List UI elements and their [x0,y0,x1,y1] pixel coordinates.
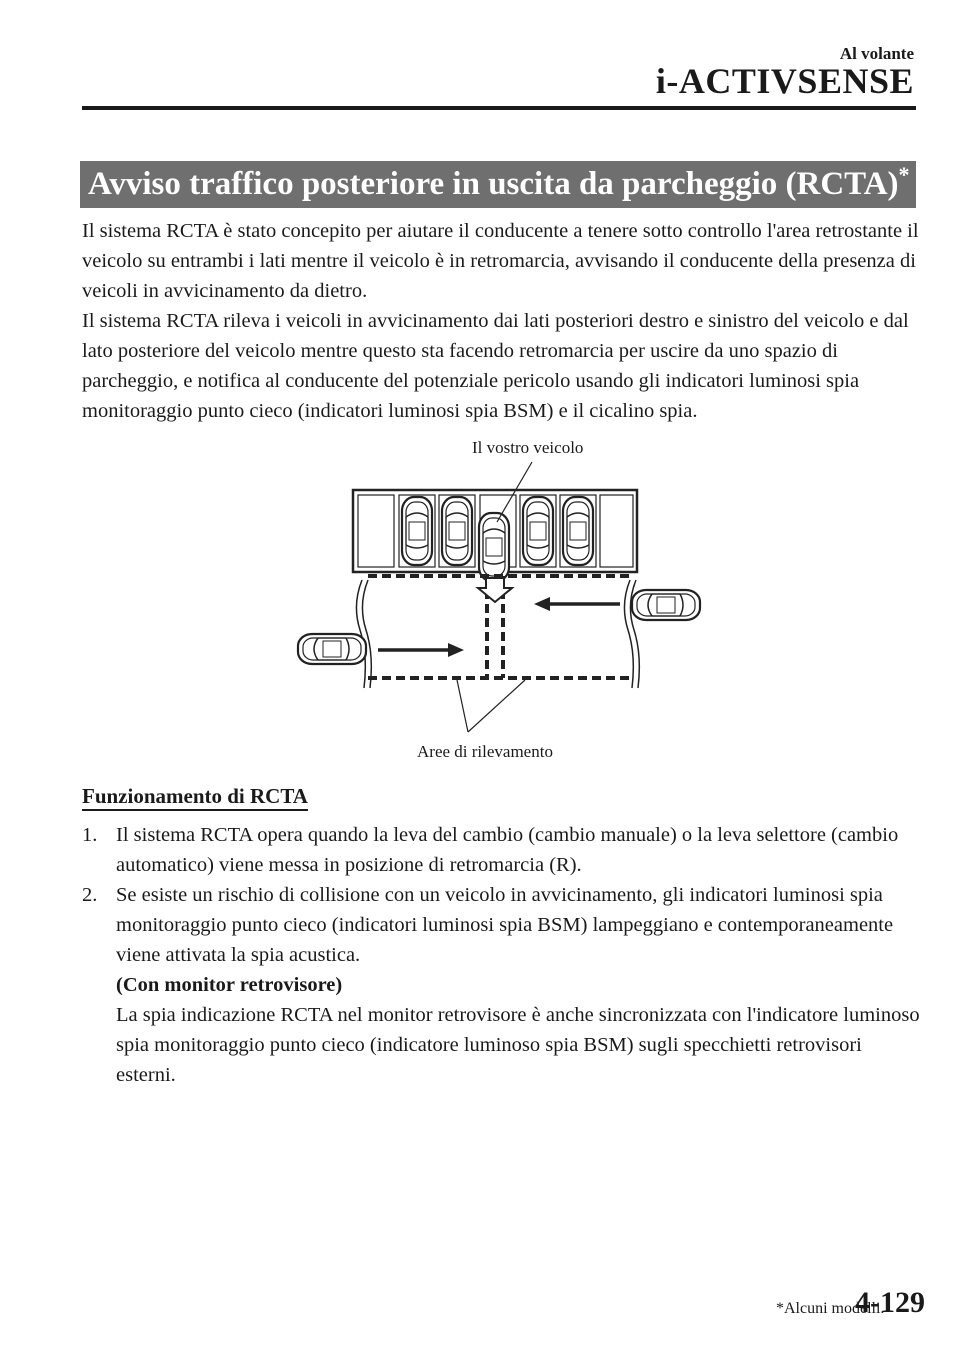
list-item [82,820,922,880]
step-text: Se esiste un rischio di collisione con un veicolo in avvicinamento, gli indicatori luminosi spia monitoraggio punto cieco (indicatori luminosi spia BSM) lampeggiano e contemporaneamente viene attivata la spia acustica. [116,884,894,966]
footnote: *Alcuni modelli. [776,1300,885,1317]
your-vehicle-label: Il vostro veicolo [472,438,584,457]
running-header-section: Al volante [839,44,914,63]
step-number: 1. [82,824,98,846]
parked-car [523,497,553,565]
section-title-bar [80,161,916,208]
approach-arrow-left [378,643,464,657]
header-divider [82,106,916,110]
intro-paragraph-2: Il sistema RCTA rileva i veicoli in avvicinamento dai lati posteriori destro e sinistro del veicolo e dal lato posteriore del veicolo mentre questo sta facendo retromarcia per uscire da uno spazio di parcheggio, e notifica al conducente del potenziale pericolo usando gli indicatori luminosi spia monitoraggio punto cieco (indicatori luminosi spia BSM) e il cicalino spia. [82,310,909,422]
running-header-chapter: i-ACTIVSENSE [655,61,914,101]
step-number: 2. [82,884,98,906]
subsection-heading: Funzionamento di RCTA [82,784,308,808]
detection-areas-label: Aree di rilevamento [417,742,553,761]
parked-car [442,497,472,565]
page-number: 4-129 [855,1286,925,1319]
approaching-vehicle-left [298,634,366,664]
optional-equipment-marker: * [898,162,910,187]
operation-steps [82,820,922,1090]
section-title: Avviso traffico posteriore in uscita da parcheggio (RCTA) [88,166,899,202]
parked-car [563,497,593,565]
approach-arrow-right [534,597,620,611]
own-vehicle [479,513,509,581]
intro-paragraph-1: Il sistema RCTA è stato concepito per aiutare il conducente a tenere sotto controllo l'area retrostante il veicolo su entrambi i lati mentre il veicolo è in retromarcia, avvisando il conducente della presenza di veicoli in avvicinamento da dietro. [82,220,919,302]
rcta-diagram [290,430,710,770]
approaching-vehicle-right [632,590,700,620]
step-text: Il sistema RCTA opera quando la leva del cambio (cambio manuale) o la leva selettore (cambio automatico) viene messa in posizione di retromarcia (R). [116,824,899,876]
reverse-direction-arrow [478,578,512,602]
parked-car [402,497,432,565]
intro-text [82,216,922,426]
list-item [82,880,922,1090]
step-sub-heading: (Con monitor retrovisore) [116,974,343,996]
step-sub-text: La spia indicazione RCTA nel monitor retrovisore è anche sincronizzata con l'indicatore luminoso spia monitoraggio punto cieco (indicatore luminoso spia BSM) sugli specchietti retrovisori esterni. [116,1004,920,1086]
